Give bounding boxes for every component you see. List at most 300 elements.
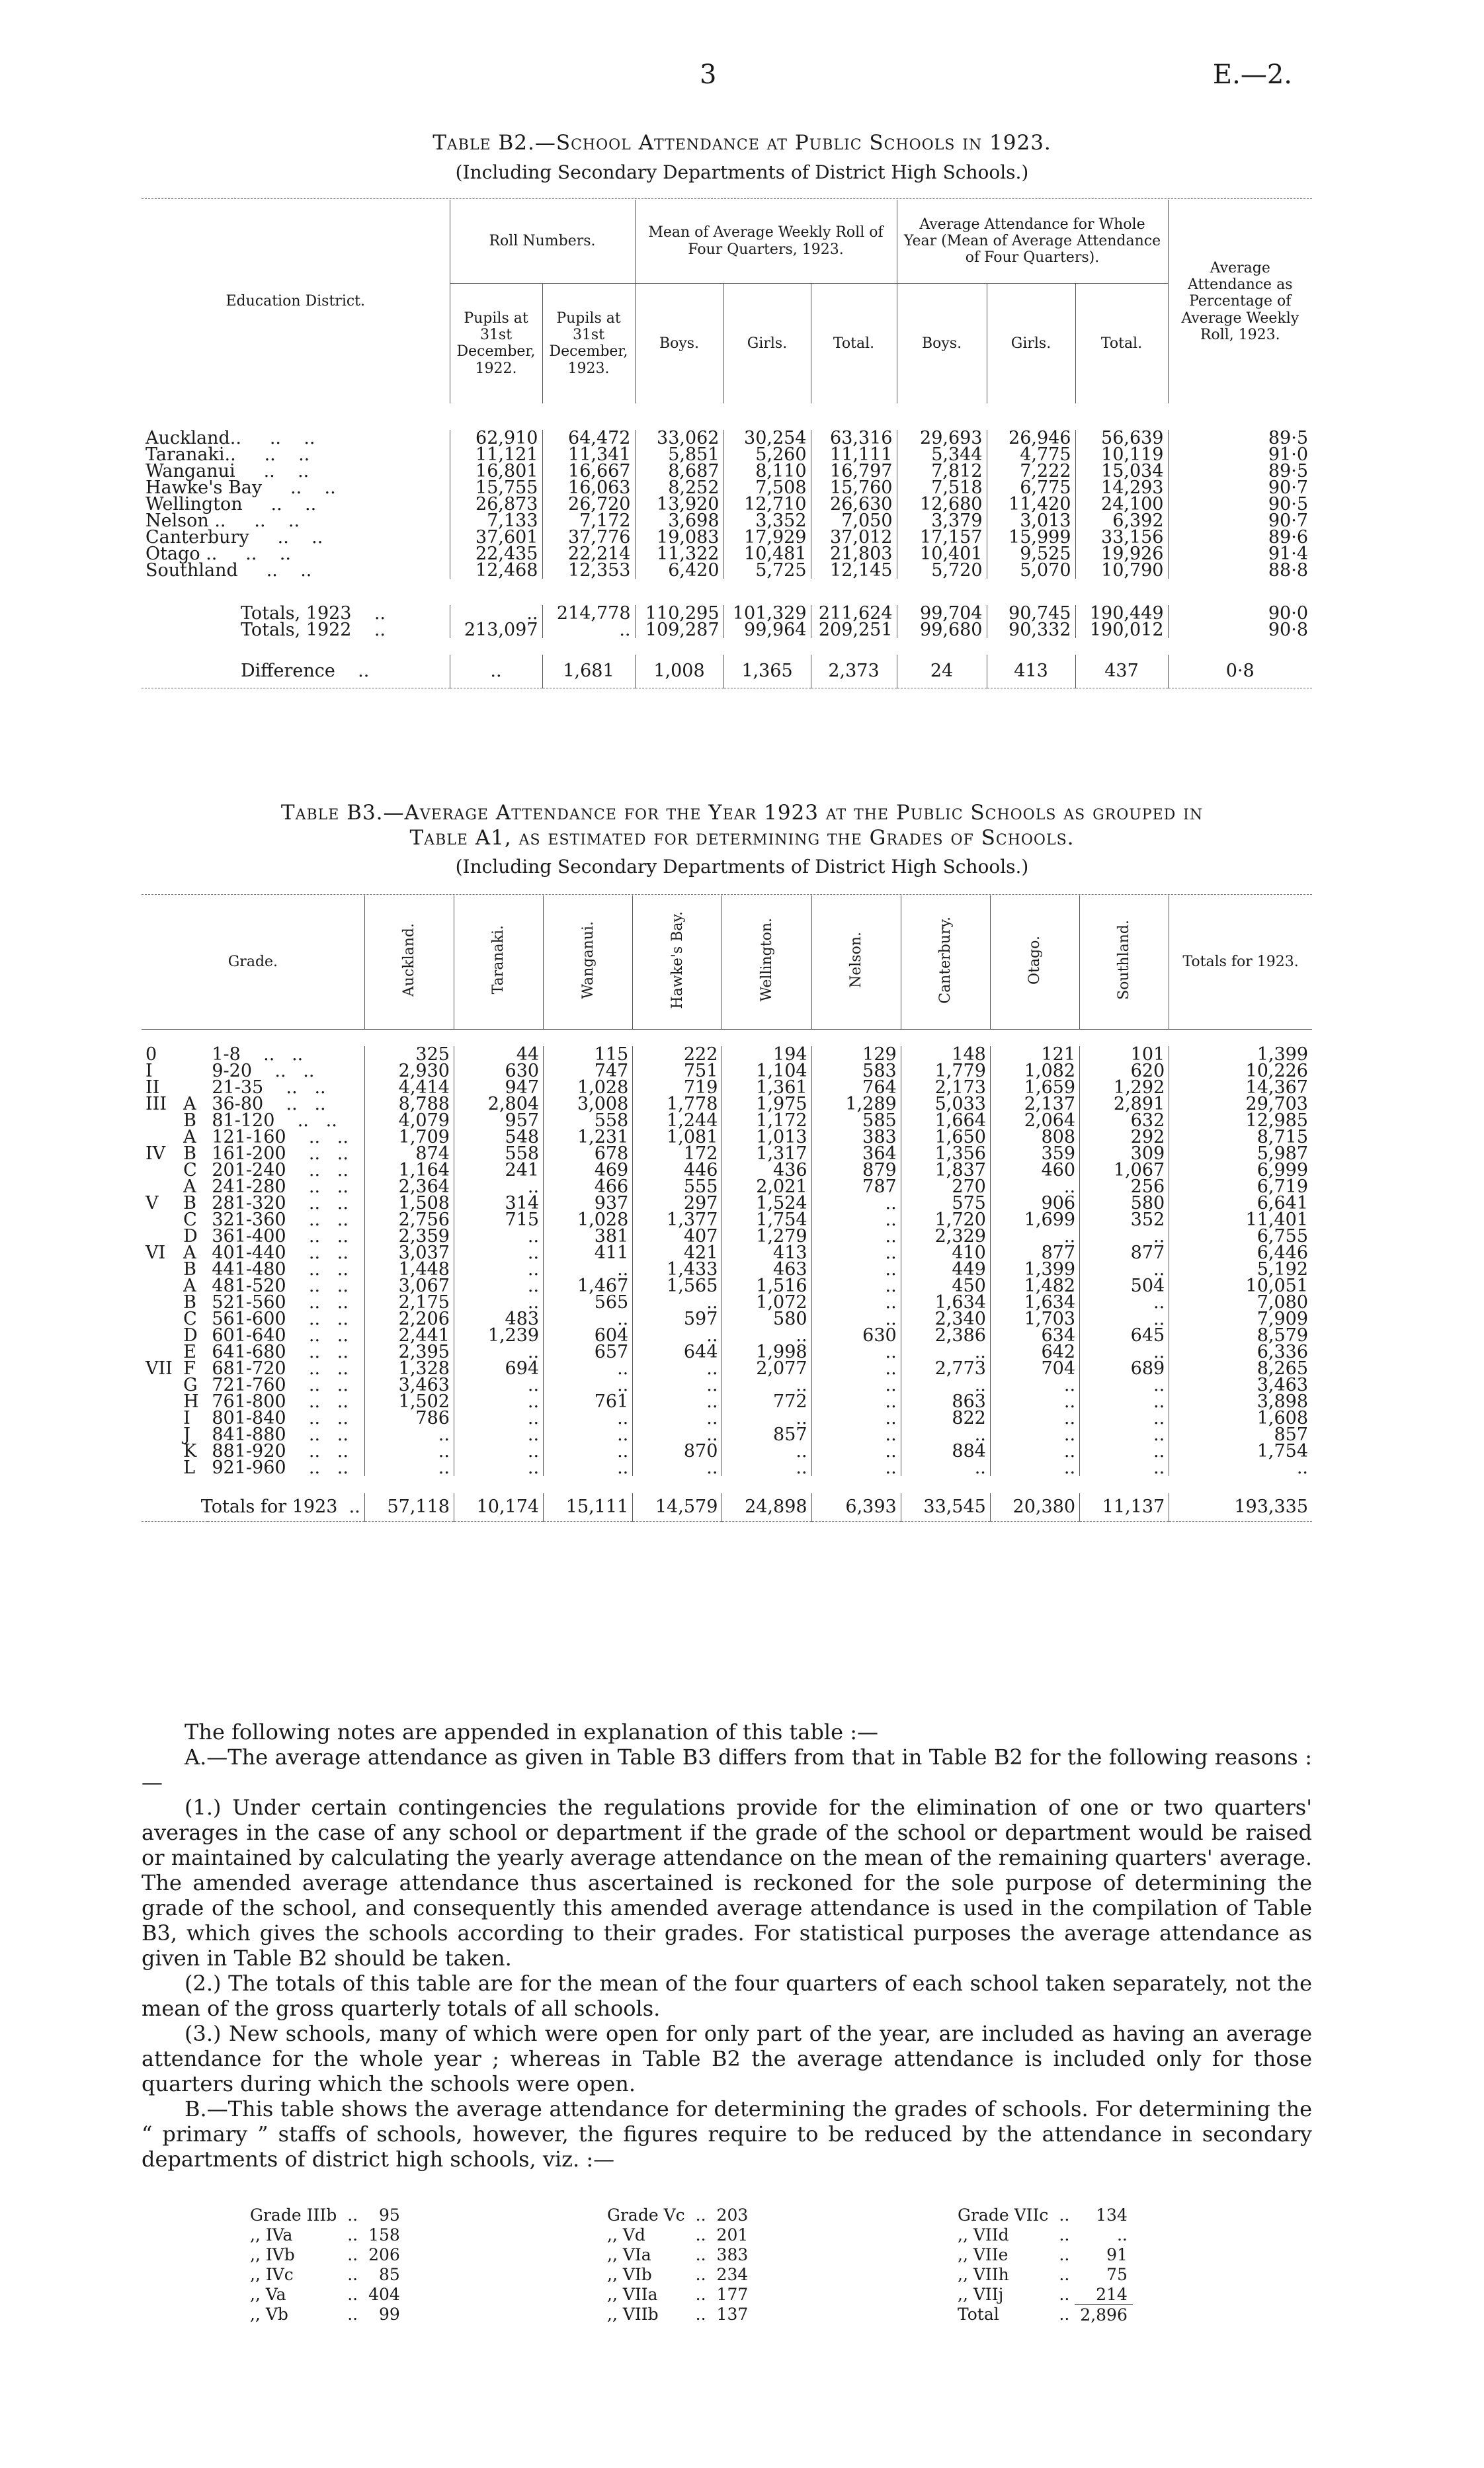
leader-dots: .. (347, 2284, 358, 2304)
cell-mb: 19,083 (635, 529, 723, 546)
district-name: Otago .. .. .. (145, 544, 291, 564)
grade-class: III (145, 1094, 167, 1114)
cell-value: .. (454, 1377, 543, 1393)
leader-dots: .. (347, 2205, 358, 2225)
cell-value: .. (454, 1426, 543, 1443)
grade-row (602, 2304, 753, 2324)
secondary-grades-col3 (952, 2205, 1133, 2324)
grade-row (602, 2284, 753, 2304)
cell-value: 446 (633, 1162, 722, 1178)
grade-subclass: A (183, 1127, 196, 1147)
cell-p23: 11,341 (542, 446, 635, 463)
cell-ag: 90,745 (987, 605, 1075, 622)
cell-p23: 64,472 (542, 430, 635, 446)
cell-p22: 37,601 (450, 529, 542, 546)
cell-mg: 99,964 (723, 622, 811, 638)
cell-mt: 7,050 (811, 513, 897, 529)
cell-value: 719 (633, 1079, 722, 1096)
grade-row (602, 2244, 753, 2264)
grade-label: ,, VIa (607, 2244, 651, 2264)
cell-value: .. (811, 1344, 901, 1360)
cell-value: 411 (544, 1245, 633, 1261)
table-b2-body (142, 403, 1312, 688)
cell-ag: 5,070 (987, 562, 1075, 579)
cell-at: 15,034 (1075, 463, 1168, 479)
cell-value: .. (990, 1443, 1079, 1460)
col-mean-girls: Girls. (723, 283, 811, 403)
cell-value: 1,292 (1080, 1079, 1169, 1096)
cell-value: .. (633, 1426, 722, 1443)
cell-value: 957 (454, 1112, 543, 1129)
cell-value: .. (811, 1228, 901, 1245)
leader-dots: .. (347, 2225, 358, 2244)
cell-value: 863 (901, 1393, 990, 1410)
grade-range: 81-120 .. .. (212, 1110, 337, 1131)
grade-range: 441-480 .. .. (212, 1259, 349, 1280)
table-b2-top-rule (142, 198, 1312, 199)
spacer-row (142, 579, 1312, 605)
cell-value: .. (454, 1245, 543, 1261)
cell-value: 678 (544, 1145, 633, 1162)
grade-subclass: A (183, 1094, 196, 1114)
cell-value: 1,104 (722, 1063, 811, 1079)
cell-value: 694 (454, 1360, 543, 1377)
cell-value: 3,037 (364, 1245, 454, 1261)
grade-range: 401-440 .. .. (212, 1243, 349, 1263)
cell-value: .. (811, 1245, 901, 1261)
cell-total: 11,401 (1169, 1212, 1312, 1228)
cell-mb: 11,322 (635, 546, 723, 562)
cell-value: 410 (901, 1245, 990, 1261)
col-district (454, 895, 543, 1029)
cell-value: 1,502 (364, 1393, 454, 1410)
cell-value: 148 (901, 1046, 990, 1063)
cell-p22: 12,468 (450, 562, 542, 579)
cell-mg: 5,725 (723, 562, 811, 579)
cell-value: 1,279 (722, 1228, 811, 1245)
cell-value: 5,033 (901, 1096, 990, 1112)
grade-range: 881-920 .. .. (212, 1441, 349, 1461)
col-grade: Grade. (227, 954, 278, 971)
cell-value: 413 (722, 1245, 811, 1261)
grade-range: 281-320 .. .. (212, 1193, 349, 1213)
col-avg-girls: Girls. (987, 283, 1075, 403)
grade-label: ,, IVc (250, 2264, 294, 2284)
cell-value: .. (454, 1443, 543, 1460)
cell-value: .. (722, 1460, 811, 1476)
cell-value: .. (544, 1460, 633, 1476)
table-b2-title-text: —School Attendance at Public Schools in 1923. (534, 131, 1051, 155)
district-header-label: Wellington. (758, 918, 775, 1002)
cell-value: 1,172 (722, 1112, 811, 1129)
cell-p23: 26,720 (542, 496, 635, 513)
cell-value: 565 (544, 1294, 633, 1311)
cell-value: 2,340 (901, 1311, 990, 1327)
cell-total: 3,898 (1169, 1393, 1312, 1410)
grade-subclass: H (183, 1391, 199, 1412)
cell-value: .. (633, 1410, 722, 1426)
cell-ag: 413 (987, 655, 1075, 688)
grade-class (142, 1112, 179, 1129)
grade-class: IV (145, 1143, 166, 1164)
cell-total: .. (1169, 1460, 1312, 1476)
cell-value: .. (1080, 1228, 1169, 1245)
cell-value: 555 (633, 1178, 722, 1195)
grade-label: ,, VIId (958, 2225, 1009, 2244)
grade-label: ,, VIIa (607, 2284, 658, 2304)
cell-value: .. (633, 1294, 722, 1311)
grade-row (245, 2284, 405, 2304)
grade-subclass: L (183, 1458, 196, 1478)
cell-value: .. (633, 1460, 722, 1476)
grade-class (142, 1460, 179, 1476)
leader-dots: .. (347, 2244, 358, 2264)
grade-subclass: B (183, 1193, 196, 1213)
grade-row (952, 2264, 1133, 2284)
totals-label: Totals, 1922 .. (241, 620, 386, 640)
cell-value: 645 (1080, 1327, 1169, 1344)
note-2: (2.) The totals of this table are for the mean of the four quarters of each school taken separately, not the mean of the gross quarterly totals of all schools. (142, 1971, 1312, 2021)
cell-p23: 16,667 (542, 463, 635, 479)
grade-range: 121-160 .. .. (212, 1127, 349, 1147)
cell-value: 751 (633, 1063, 722, 1079)
secondary-grades-col2 (602, 2205, 753, 2324)
totals-label: Totals for 1923 .. (200, 1497, 360, 1518)
cell-total: 14,367 (1169, 1079, 1312, 1096)
cell-value: .. (454, 1410, 543, 1426)
cell-value: 483 (454, 1311, 543, 1327)
cell-value: .. (990, 1393, 1079, 1410)
cell-value: .. (811, 1393, 901, 1410)
col-district (633, 895, 722, 1029)
cell-value: 877 (990, 1245, 1079, 1261)
cell-value: 1,524 (722, 1195, 811, 1212)
grade-class: II (145, 1077, 160, 1098)
cell-value: 786 (364, 1410, 454, 1426)
cell-total: 1,399 (1169, 1046, 1312, 1063)
grade-total-value: 2,896 (1075, 2305, 1133, 2325)
cell-p23: 7,172 (542, 513, 635, 529)
cell-total: 1,608 (1169, 1410, 1312, 1426)
col-district (901, 895, 990, 1029)
grade-class (142, 1162, 179, 1178)
grade-range: 481-520 .. .. (212, 1276, 349, 1296)
cell-value: 1,082 (990, 1063, 1079, 1079)
cell-value: 1,317 (722, 1145, 811, 1162)
note-a: A.—The average attendance as given in Table B3 differs from that in Table B2 for the following reasons :— (142, 1745, 1312, 1795)
cell-total: 8,265 (1169, 1360, 1312, 1377)
cell-value: 1,433 (633, 1261, 722, 1278)
table-b3-body (142, 1029, 1312, 1521)
cell-at: 24,100 (1075, 496, 1168, 513)
table-row (142, 1460, 1312, 1476)
grade-range: 21-35 .. .. (212, 1077, 326, 1098)
cell-at: 437 (1075, 655, 1168, 688)
grade-subclass: B (183, 1110, 196, 1131)
district-header-label: Southland. (1116, 920, 1133, 1001)
cell-value: .. (633, 1393, 722, 1410)
cell-value: .. (454, 1228, 543, 1245)
cell-at: 33,156 (1075, 529, 1168, 546)
cell-total: 7,080 (1169, 1294, 1312, 1311)
cell-pct: 90·8 (1168, 622, 1312, 638)
cell-value: .. (1080, 1377, 1169, 1393)
cell-at: 56,639 (1075, 430, 1168, 446)
cell-value: 1,754 (722, 1212, 811, 1228)
spacer-row (142, 1476, 1312, 1493)
grade-class (142, 1278, 179, 1294)
grade-range: 241-280 .. .. (212, 1176, 349, 1197)
col-district (990, 895, 1079, 1029)
grade-value: 201 (716, 2225, 749, 2244)
cell-value: 1,664 (901, 1112, 990, 1129)
grade-subclass: F (183, 1358, 196, 1379)
grade-range: 841-880 .. .. (212, 1424, 349, 1445)
cell-value: .. (811, 1294, 901, 1311)
cell-total: 12,985 (1169, 1112, 1312, 1129)
grade-range: 721-760 .. .. (212, 1375, 349, 1395)
cell-ab: 3,379 (897, 513, 987, 529)
cell-value: 325 (364, 1046, 454, 1063)
notes-intro: The following notes are appended in explanation of this table :— (185, 1719, 878, 1745)
cell-pct: 90·0 (1168, 605, 1312, 622)
cell-p22: .. (450, 605, 542, 622)
cell-value: 10,174 (454, 1493, 543, 1521)
notes-section (142, 1719, 1312, 2172)
cell-p22: 15,755 (450, 479, 542, 496)
grade-class: 0 (145, 1044, 157, 1065)
grade-label: ,, VIIb (607, 2304, 659, 2324)
cell-value: .. (901, 1460, 990, 1476)
cell-pct: 91·0 (1168, 446, 1312, 463)
district-header-label: Taranaki. (490, 925, 507, 995)
cell-pct: 0·8 (1168, 655, 1312, 688)
cell-value: 630 (454, 1063, 543, 1079)
cell-value: 1,482 (990, 1278, 1079, 1294)
cell-value: 1,377 (633, 1212, 722, 1228)
district-header-label: Canterbury. (937, 916, 954, 1004)
cell-value: 2,137 (990, 1096, 1079, 1112)
cell-mg: 8,110 (723, 463, 811, 479)
cell-mt: 21,803 (811, 546, 897, 562)
cell-at: 10,790 (1075, 562, 1168, 579)
cell-value: 2,441 (364, 1327, 454, 1344)
leader-dots: .. (1059, 2244, 1070, 2264)
cell-value: .. (722, 1443, 811, 1460)
grade-range: 201-240 .. .. (212, 1160, 349, 1180)
district-name: Canterbury .. .. (145, 527, 323, 548)
grade-row (952, 2225, 1133, 2244)
cell-value: .. (364, 1443, 454, 1460)
grade-value: 134 (1096, 2205, 1128, 2225)
cell-value: 4,414 (364, 1079, 454, 1096)
grade-class (142, 1393, 179, 1410)
cell-value: 580 (1080, 1195, 1169, 1212)
grade-class: VII (145, 1358, 173, 1379)
difference-label: Difference .. (241, 661, 370, 682)
grade-range: 1-8 .. .. (212, 1044, 304, 1065)
col-avg-boys: Boys. (897, 283, 987, 403)
cell-value: 2,359 (364, 1228, 454, 1245)
cell-value: 877 (1080, 1245, 1169, 1261)
grade-label: Grade Vc (607, 2205, 685, 2225)
cell-value: .. (544, 1311, 633, 1327)
grade-range: 761-800 .. .. (212, 1391, 349, 1412)
grade-range: 801-840 .. .. (212, 1408, 349, 1428)
cell-value: 421 (633, 1245, 722, 1261)
cell-at: 190,449 (1075, 605, 1168, 622)
cell-value: 3,067 (364, 1278, 454, 1294)
grade-class (142, 1426, 179, 1443)
cell-value: 704 (990, 1360, 1079, 1377)
grade-row (602, 2205, 753, 2225)
grade-row (602, 2225, 753, 2244)
cell-mb: 6,420 (635, 562, 723, 579)
note-b: B.—This table shows the average attendance for determining the grades of schools. For determining the “ primary ” staffs of schools, however, the figures require to be reduced by the attendance in secondary departments of district high schools, viz. :— (142, 2096, 1312, 2172)
cell-value: 449 (901, 1261, 990, 1278)
district-name: Hawke's Bay .. .. (145, 477, 336, 498)
cell-value: 436 (722, 1162, 811, 1178)
cell-mt: 12,145 (811, 562, 897, 579)
cell-total: 10,051 (1169, 1278, 1312, 1294)
cell-mb: 110,295 (635, 605, 723, 622)
cell-pct: 91·4 (1168, 546, 1312, 562)
table-b2-prefix: Table B2. (433, 131, 535, 155)
cell-value: 689 (1080, 1360, 1169, 1377)
cell-value: .. (811, 1460, 901, 1476)
leader-dots: .. (1059, 2225, 1070, 2244)
cell-value: 634 (990, 1327, 1079, 1344)
grade-range: 521-560 .. .. (212, 1292, 349, 1313)
cell-value: 1,998 (722, 1344, 811, 1360)
cell-value: 1,081 (633, 1129, 722, 1145)
cell-pct: 90·7 (1168, 479, 1312, 496)
cell-mg: 12,710 (723, 496, 811, 513)
grade-value: 383 (716, 2244, 749, 2264)
cell-value: 1,650 (901, 1129, 990, 1145)
cell-value: 822 (901, 1410, 990, 1426)
cell-value: 1,164 (364, 1162, 454, 1178)
cell-p22: 26,873 (450, 496, 542, 513)
cell-value: 222 (633, 1046, 722, 1063)
grade-row (952, 2284, 1133, 2305)
leader-dots: .. (1059, 2264, 1070, 2284)
cell-p22: .. (450, 655, 542, 688)
grade-subclass: I (183, 1408, 190, 1428)
spacer-row (142, 638, 1312, 655)
district-name: Taranaki.. .. .. (145, 444, 310, 465)
cell-ab: 7,812 (897, 463, 987, 479)
grade-class (142, 1311, 179, 1327)
grade-label: ,, VIb (607, 2264, 652, 2284)
cell-ag: 11,420 (987, 496, 1075, 513)
cell-mg: 30,254 (723, 430, 811, 446)
cell-value: .. (1080, 1393, 1169, 1410)
cell-value: 8,788 (364, 1096, 454, 1112)
leader-dots: .. (695, 2264, 706, 2284)
cell-value: .. (722, 1327, 811, 1344)
grade-value: 99 (379, 2304, 400, 2324)
cell-value: 309 (1080, 1145, 1169, 1162)
cell-mt: 63,316 (811, 430, 897, 446)
cell-value: 585 (811, 1112, 901, 1129)
cell-value: 20,380 (990, 1493, 1079, 1521)
cell-value: 407 (633, 1228, 722, 1245)
cell-p23: 16,063 (542, 479, 635, 496)
cell-value: .. (990, 1178, 1079, 1195)
cell-mg: 101,329 (723, 605, 811, 622)
cell-p23: 1,681 (542, 655, 635, 688)
cell-total: 6,641 (1169, 1195, 1312, 1212)
cell-ag: 26,946 (987, 430, 1075, 446)
grade-subclass: A (183, 1243, 196, 1263)
grade-value: 214 (1096, 2284, 1128, 2304)
cell-p22: 62,910 (450, 430, 542, 446)
cell-mb: 3,698 (635, 513, 723, 529)
table-b3-subtitle: (Including Secondary Departments of District High Schools.) (455, 856, 1029, 878)
col-education-district: Education District. (226, 293, 366, 310)
cell-value: 548 (454, 1129, 543, 1145)
cell-mt: 209,251 (811, 622, 897, 638)
totals-row (142, 1493, 1312, 1521)
cell-mg: 3,352 (723, 513, 811, 529)
cell-p23: 12,353 (542, 562, 635, 579)
cell-value: 101 (1080, 1046, 1169, 1063)
cell-value: 558 (544, 1112, 633, 1129)
cell-ag: 4,775 (987, 446, 1075, 463)
cell-value: .. (454, 1393, 543, 1410)
cell-mb: 5,851 (635, 446, 723, 463)
cell-value: .. (633, 1327, 722, 1344)
grade-value: .. (1116, 2225, 1128, 2244)
col-totals-1923: Totals for 1923. (1169, 895, 1312, 1029)
cell-pct: 89·5 (1168, 430, 1312, 446)
grade-value: 234 (716, 2264, 749, 2284)
table-row (142, 562, 1312, 579)
cell-value: .. (811, 1261, 901, 1278)
grade-label: Grade VIIc (958, 2205, 1049, 2225)
cell-value: .. (811, 1311, 901, 1327)
cell-value: 381 (544, 1228, 633, 1245)
cell-ab: 5,344 (897, 446, 987, 463)
cell-value: 620 (1080, 1063, 1169, 1079)
cell-p23: 37,776 (542, 529, 635, 546)
grp-roll-numbers: Roll Numbers. (450, 200, 635, 283)
cell-p22: 22,435 (450, 546, 542, 562)
cell-value: 1,565 (633, 1278, 722, 1294)
cell-value: .. (1080, 1460, 1169, 1476)
cell-total: 8,579 (1169, 1327, 1312, 1344)
cell-value: 33,545 (901, 1493, 990, 1521)
cell-value: 1,289 (811, 1096, 901, 1112)
col-avg-total: Total. (1075, 283, 1168, 403)
cell-total: 5,192 (1169, 1261, 1312, 1278)
leader-dots: .. (695, 2304, 706, 2324)
cell-p23: .. (542, 622, 635, 638)
grade-subclass: D (183, 1226, 198, 1247)
cell-mt: 2,373 (811, 655, 897, 688)
cell-value: .. (454, 1294, 543, 1311)
note-1: (1.) Under certain contingencies the regulations provide for the elimination of one or two quarters' averages in the case of any school or department if the grade of the school or department would be raised or maintained by calculating the yearly average attendance on the mean of the remaining quarters' average. The amended average attendance thus ascertained is reckoned for the sole purpose of determining the grade of the school, and consequently this amended average attendance is used in the compilation of Table B3, which gives the schools according to their grades. For statistical purposes the average attendance as given in Table B2 should be taken. (142, 1795, 1312, 1971)
grade-class (142, 1212, 179, 1228)
cell-value: 575 (901, 1195, 990, 1212)
grade-subclass: C (183, 1160, 197, 1180)
grade-range: 36-80 .. .. (212, 1094, 326, 1114)
cell-mg: 7,508 (723, 479, 811, 496)
cell-mb: 33,062 (635, 430, 723, 446)
grade-subclass (179, 1046, 208, 1063)
cell-value: 632 (1080, 1112, 1169, 1129)
